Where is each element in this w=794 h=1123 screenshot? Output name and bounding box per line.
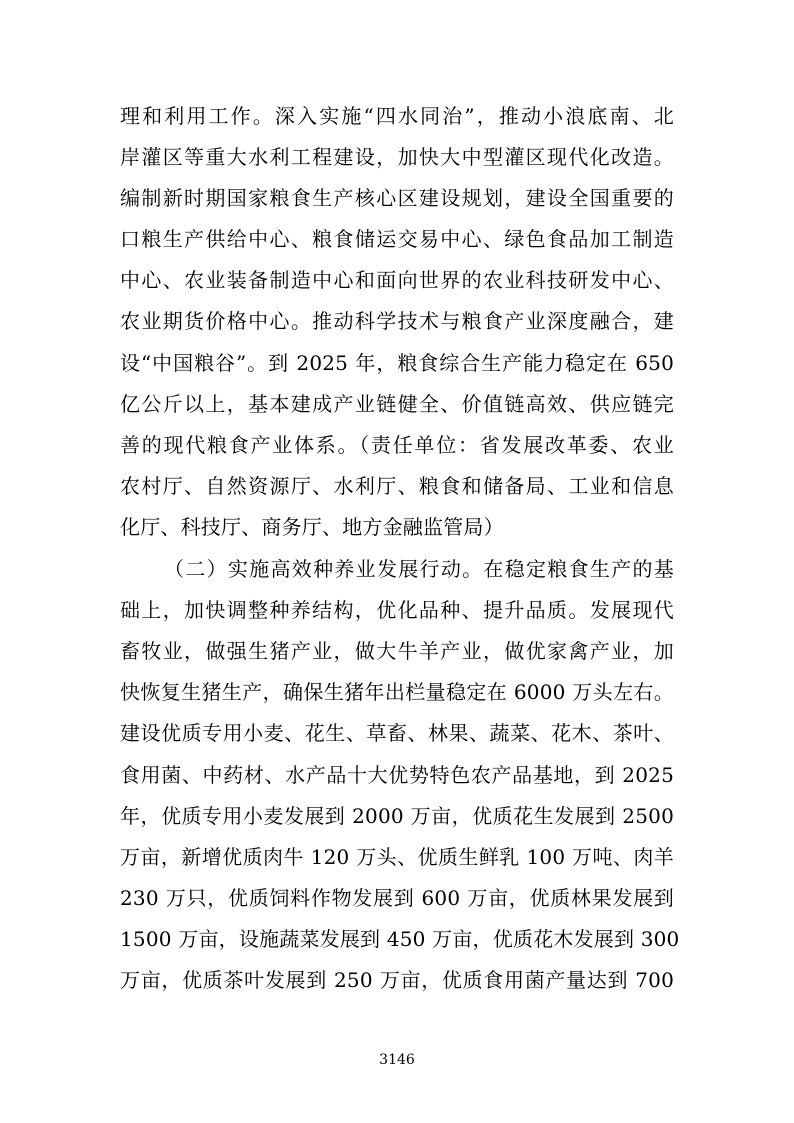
text-line: 中心、农业装备制造中心和面向世界的农业科技研发中心、 [120,268,674,292]
text-line: 理和利用工作。深入实施“四水同治”，推动小浪底南、北 [120,104,674,128]
text-line: 万亩，新增优质肉牛 120 万头、优质生鲜乳 100 万吨、肉羊 [120,845,674,869]
text-line: 万亩，优质茶叶发展到 250 万亩，优质食用菌产量达到 700 [120,968,674,992]
text-line: 设“中国粮谷”。到 2025 年，粮食综合生产能力稳定在 650 [120,351,674,375]
text-line: 亿公斤以上，基本建成产业链健全、价值链高效、供应链完 [120,392,674,416]
section-heading-line: （二）实施高效种养业发展行动。在稳定粮食生产的基 [164,557,674,581]
text-line: 230 万只，优质饲料作物发展到 600 万亩，优质林果发展到 [120,886,674,910]
text-line: 编制新时期国家粮食生产核心区建设规划，建设全国重要的 [120,186,674,210]
text-line: 善的现代粮食产业体系。（责任单位：省发展改革委、农业 [120,433,674,457]
text-line: 畜牧业，做强生猪产业，做大牛羊产业，做优家禽产业，加 [120,639,674,663]
text-line: 食用菌、中药材、水产品十大优势特色农产品基地，到 2025 [120,763,674,787]
text-line: 年，优质专用小麦发展到 2000 万亩，优质花生发展到 2500 [120,804,674,828]
text-line: 口粮生产供给中心、粮食储运交易中心、绿色食品加工制造 [120,227,674,251]
text-line: 农村厅、自然资源厅、水利厅、粮食和储备局、工业和信息 [120,474,674,498]
text-line: 1500 万亩，设施蔬菜发展到 450 万亩，优质花木发展到 300 [120,927,680,951]
text-line: 化厅、科技厅、商务厅、地方金融监管局） [120,515,504,539]
text-line: 快恢复生猪生产，确保生猪年出栏量稳定在 6000 万头左右。 [120,680,674,704]
page-number: 3146 [379,1052,415,1068]
text-line: 础上，加快调整种养结构，优化品种、提升品质。发展现代 [120,598,674,622]
text-line: 岸灌区等重大水利工程建设，加快大中型灌区现代化改造。 [120,145,674,169]
text-line: 建设优质专用小麦、花生、草畜、林果、蔬菜、花木、茶叶、 [120,721,674,745]
text-line: 农业期货价格中心。推动科学技术与粮食产业深度融合，建 [120,309,674,333]
